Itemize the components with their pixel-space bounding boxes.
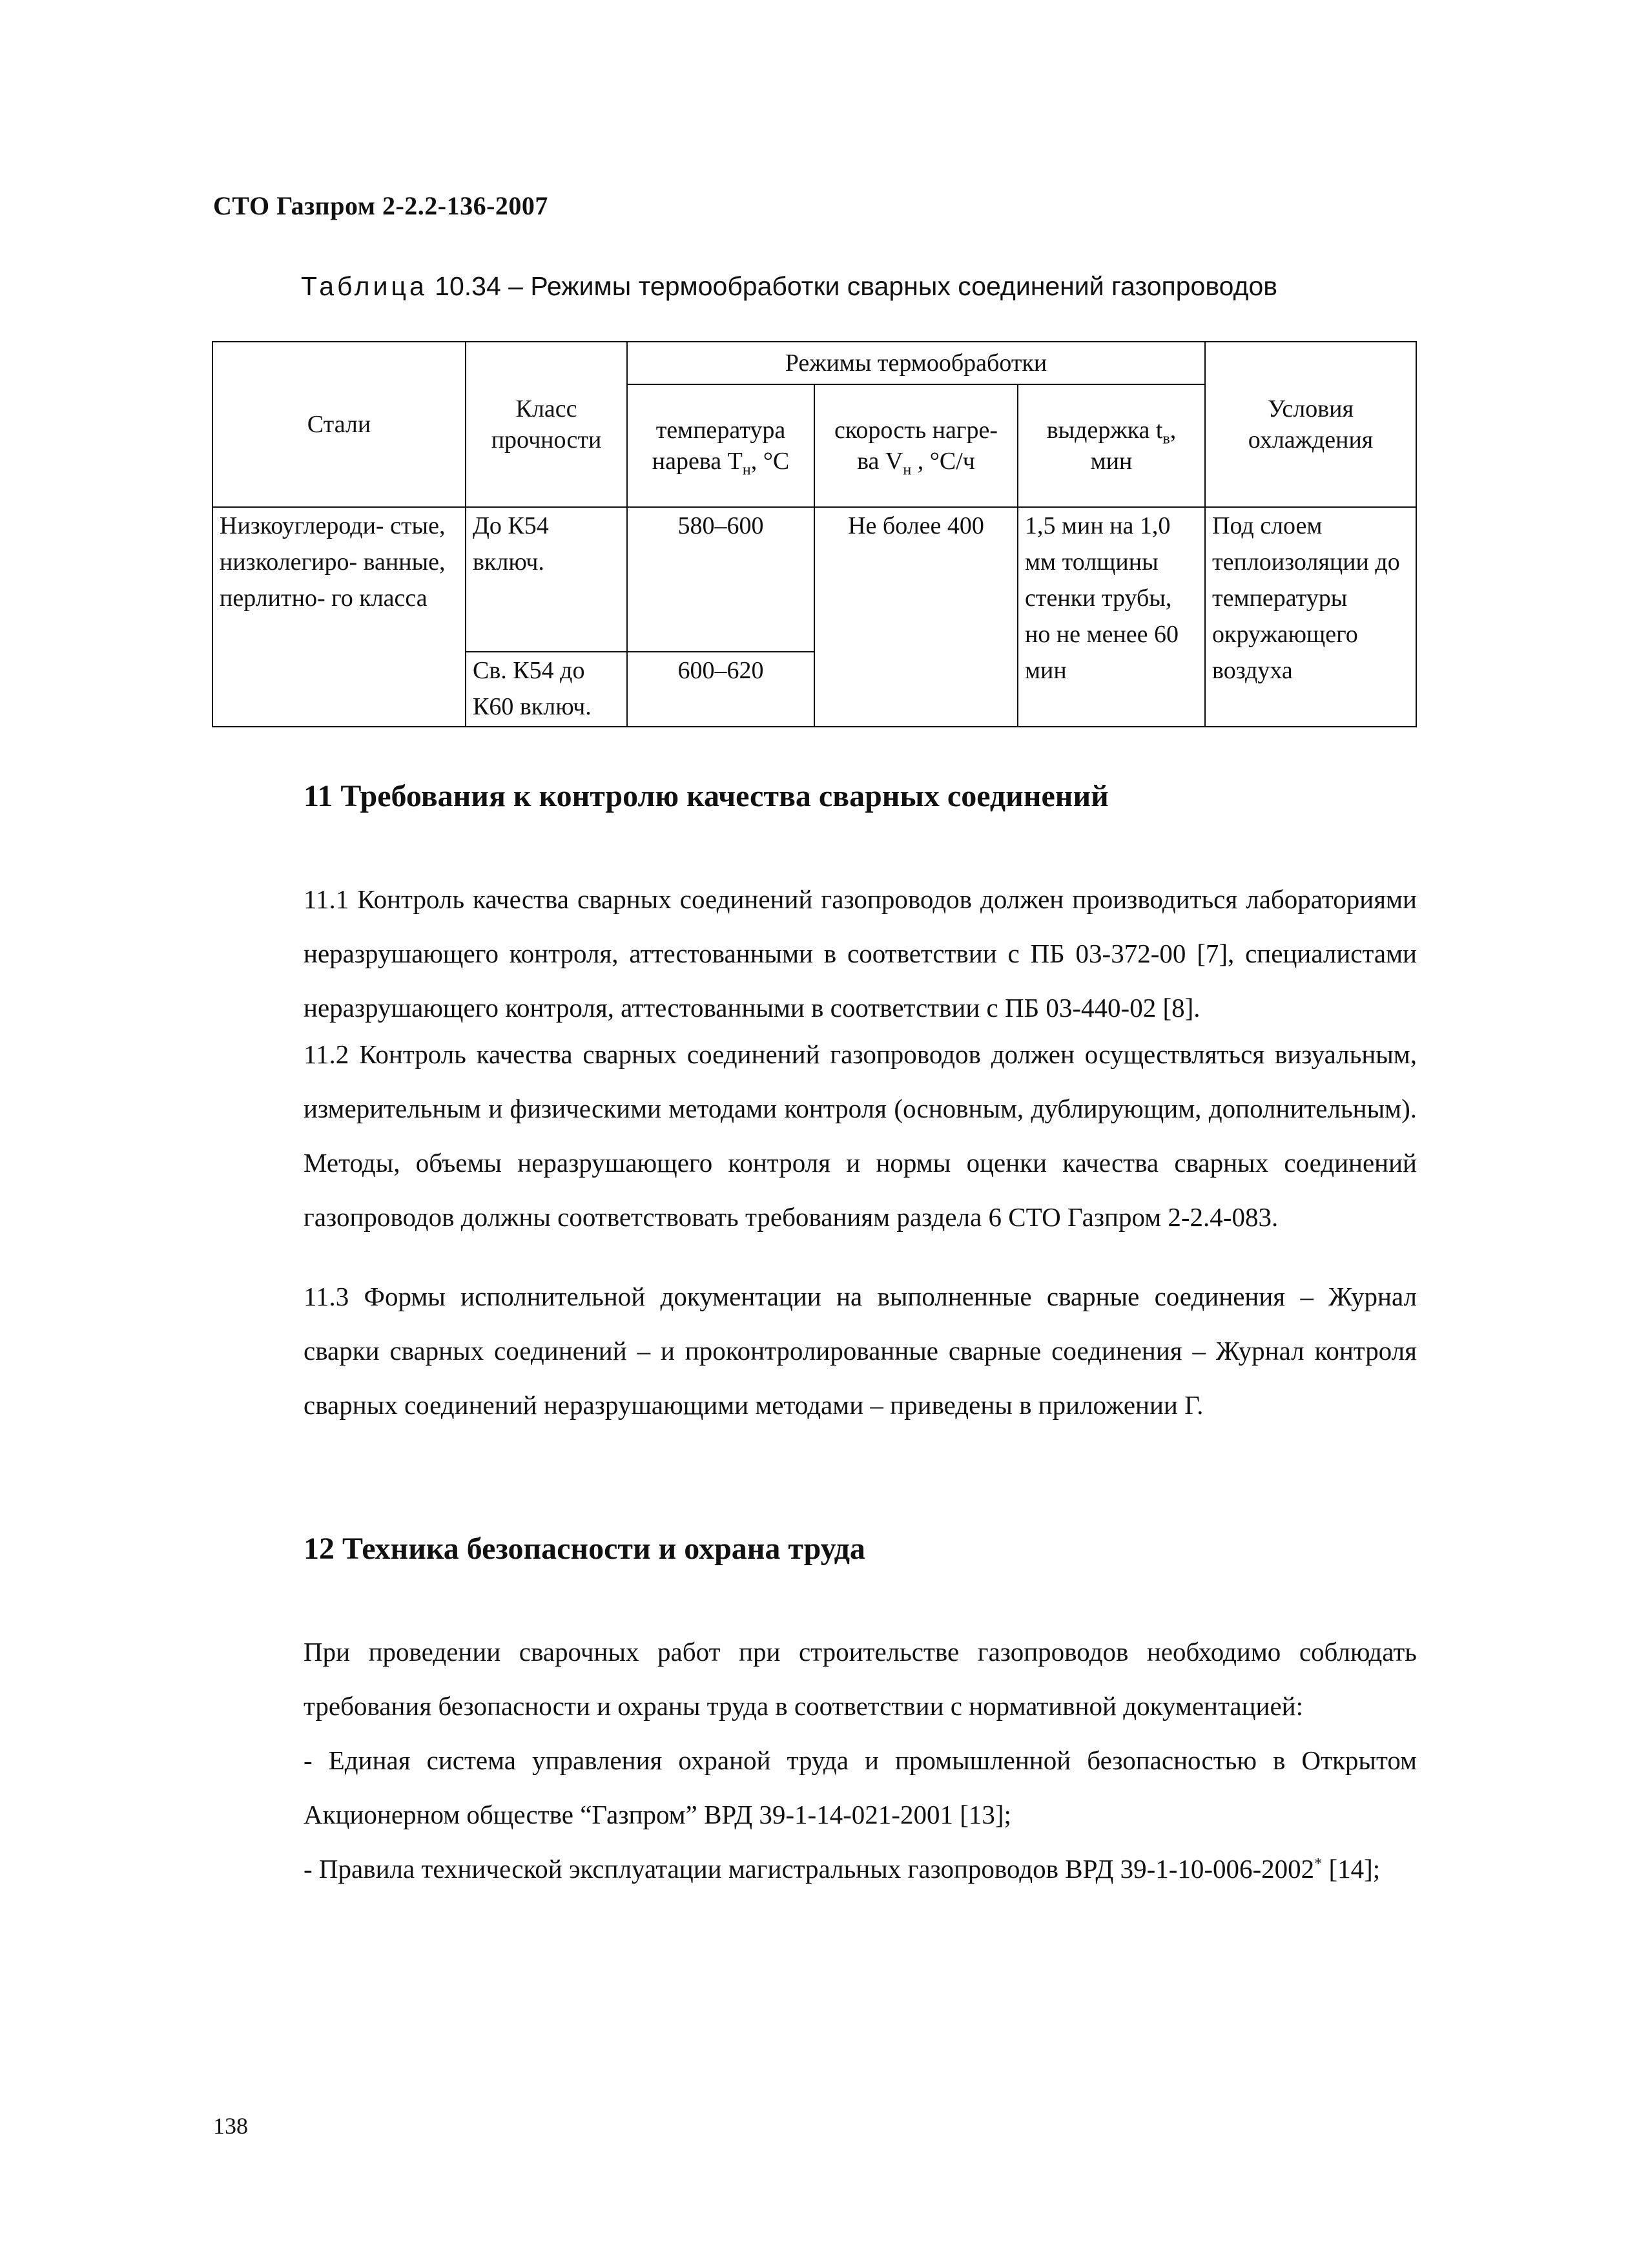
cell-cooling: Под слоем теплоизоляции до температуры окружающего воздуха: [1205, 507, 1416, 727]
header-hold-sub: в: [1162, 430, 1170, 448]
cell-steel: Низкоуглероди- стые, низколегиро- ванные, перлитно- го класса: [212, 507, 466, 727]
paragraph-11-2: [213, 1027, 1417, 1244]
header-temperature: [627, 384, 814, 507]
page-number: 138: [213, 2113, 248, 2139]
table-caption-label: Таблица: [301, 271, 428, 301]
header-speed-unit: , °С/ч: [911, 448, 975, 475]
paragraph-11-3-text: 11.3 Формы исполнительной документации на выполненные сварные соединения – Журнал сварки сварных соединений – и проконтролированные сварные соединения – Журнал контроля сварных соединений неразрушающими методами – приведены в приложении Г.: [304, 1282, 1417, 1420]
section-11-heading: 11 Требования к контролю качества сварных соединений: [304, 779, 1109, 813]
header-speed-main: скорость нагре- ва V: [834, 417, 998, 475]
table-row: [212, 507, 1416, 652]
list-item-ref: [14];: [1322, 1854, 1381, 1884]
paragraph-11-3: [213, 1269, 1417, 1432]
table-caption-title: 10.34 – Режимы термообработки сварных соединений газопроводов: [427, 271, 1278, 301]
header-temperature-unit: , °С: [750, 448, 790, 475]
paragraph-11-1: [213, 872, 1417, 1035]
header-temperature-main: температура нарева Т: [652, 417, 786, 475]
table-caption: [301, 271, 1277, 302]
header-speed-sub: н: [903, 461, 912, 479]
header-speed: [814, 384, 1018, 507]
header-cooling: Условия охлаждения: [1205, 342, 1416, 507]
header-hold: [1018, 384, 1205, 507]
header-hold-unit: , мин: [1090, 417, 1177, 475]
header-modes-group: Режимы термообработки: [627, 342, 1205, 384]
cell-speed: Не более 400: [814, 507, 1018, 727]
cell-hold: 1,5 мин на 1,0 мм толщины стенки трубы, но не менее 60 мин: [1018, 507, 1205, 727]
cell-temperature: 600–620: [627, 652, 814, 727]
section-12-body: [213, 1625, 1417, 1896]
header-class: Класс прочности: [466, 342, 627, 507]
paragraph-11-1-text: 11.1 Контроль качества сварных соединений газопроводов должен производиться лабораториями неразрушающего контроля, аттестованными в соответствии с ПБ 03-372-00 [7], специалистами неразрушающего контроля, аттестованными в соответствии с ПБ 03-440-02 [8].: [304, 884, 1417, 1023]
cell-class: Св. К54 до К60 включ.: [466, 652, 627, 727]
cell-class: До К54 включ.: [466, 507, 627, 652]
list-item-text: - Правила технической эксплуатации магистральных газопроводов ВРД 39-1-10-006-2002: [304, 1854, 1315, 1884]
section-12-intro: При проведении сварочных работ при строительстве газопроводов необходимо соблюдать требования безопасности и охраны труда в соответствии с нормативной документацией:: [304, 1637, 1417, 1721]
cell-temperature: 580–600: [627, 507, 814, 652]
heat-treatment-table: [212, 341, 1417, 727]
document-header: СТО Газпром 2-2.2-136-2007: [213, 191, 548, 220]
header-temperature-sub: н: [742, 461, 751, 479]
footnote-mark: *: [1314, 1855, 1323, 1873]
list-item: [213, 1842, 1417, 1896]
paragraph-11-2-text: 11.2 Контроль качества сварных соединений газопроводов должен осуществляться визуальным, измерительным и физическими методами контроля (основным, дублирующим, дополнительным). Методы, объемы неразрушающего контроля и нормы оценки качества сварных соединений газопроводов должны соответствовать требованиям раздела 6 СТО Газпром 2-2.4-083.: [304, 1039, 1417, 1232]
header-hold-main: выдержка t: [1046, 417, 1163, 444]
list-item: - Единая система управления охраной труда и промышленной безопасностью в Открытом Акционерном обществе “Газпром” ВРД 39-1-14-021-2001 [13];: [304, 1745, 1417, 1829]
section-12-heading: 12 Техника безопасности и охрана труда: [304, 1532, 865, 1566]
header-steel: Стали: [212, 342, 466, 507]
